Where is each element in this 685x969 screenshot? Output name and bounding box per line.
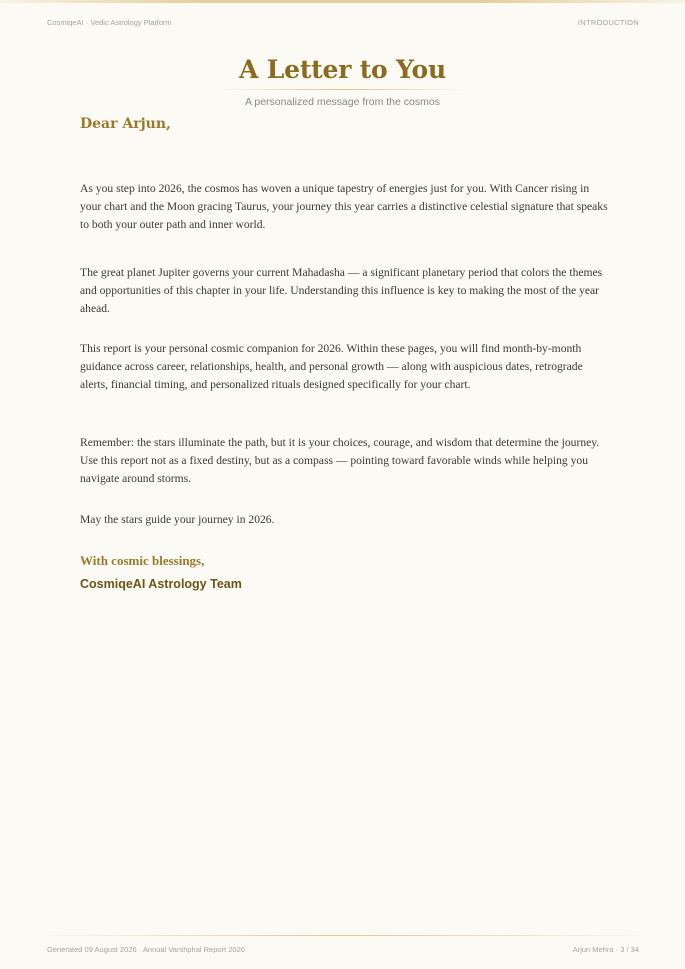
letter-paragraph-1: As you step into 2026, the cosmos has woven a unique tapestry of energies just for you. With Cancer rising in your chart and the Moon gracing Taurus, your journey this year carries a distinctive celestial signature that speaks to both your outer path and inner world. bbox=[80, 182, 608, 231]
page-subtitle: A personalized message from the cosmos bbox=[245, 96, 440, 108]
page-title: A Letter to You bbox=[239, 55, 446, 84]
letter-closing: With cosmic blessings, bbox=[80, 553, 205, 568]
header-brand: CosmiqeAI · Vedic Astrology Platform bbox=[47, 18, 172, 27]
letter-paragraph-5: May the stars guide your journey in 2026. bbox=[80, 513, 275, 526]
letter-paragraph-4: Remember: the stars illuminate the path, but it is your choices, courage, and wisdom that determine the journey. Use this report not as a fixed destiny, but as a compass — pointing toward favorable winds while helping you navigate around storms. bbox=[80, 436, 600, 485]
letter-paragraph-2: The great planet Jupiter governs your current Mahadasha — a significant planetary period that colors the themes and opportunities of this chapter in your life. Understanding this influence is key to making the most of the year ahead. bbox=[80, 266, 603, 315]
letter-signature: CosmiqeAI Astrology Team bbox=[80, 577, 242, 591]
top-gold-rule bbox=[0, 0, 685, 3]
footer-generated-info: Generated 09 August 2026 · Annual Varshphal Report 2026 bbox=[47, 945, 245, 954]
letter-paragraph-3: This report is your personal cosmic companion for 2026. Within these pages, you will find month-by-month guidance across career, relationships, health, and personal growth — along with auspicious dates, retrograde alerts, financial timing, and personalized rituals designed specifically for your chart. bbox=[80, 342, 583, 391]
footer-divider bbox=[47, 935, 639, 936]
footer-page-number: Arjun Mehra · 3 / 34 bbox=[572, 945, 639, 954]
header-section-label: INTRODUCTION bbox=[577, 18, 639, 27]
title-divider bbox=[215, 89, 470, 90]
letter-salutation: Dear Arjun, bbox=[80, 116, 171, 132]
